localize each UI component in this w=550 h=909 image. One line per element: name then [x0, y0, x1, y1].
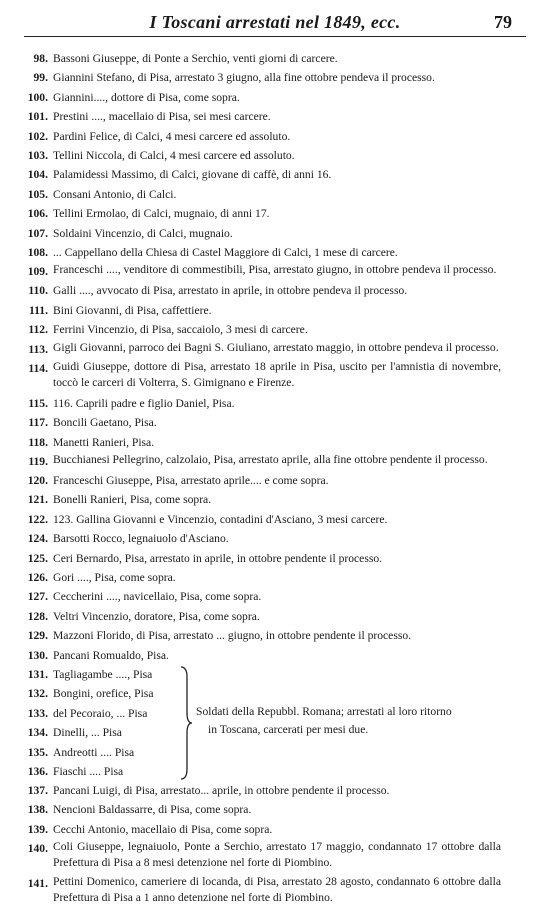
list-item — [0, 684, 190, 703]
entry-list — [0, 49, 550, 909]
entry-text: Giannini Stefano, di Pisa, arrestato 3 giugno, alla fine ottobre pendeva il processo. — [53, 71, 435, 85]
entry-text: Tagliagambe ...., Pisa — [53, 667, 153, 681]
entry-text: Bini Giovanni, di Pisa, caffettiere. — [53, 303, 212, 317]
entry-text: Gori ...., Pisa, come sopra. — [53, 570, 176, 584]
entry-text: 123. Gallina Giovanni e Vincenzio, contadini d'Asciano, 3 mesi carcere. — [53, 512, 388, 526]
entry-text: Boncili Gaetano, Pisa. — [53, 416, 157, 430]
list-item — [0, 262, 550, 281]
entry-number: 118. — [28, 435, 48, 449]
entry-number: 127. — [27, 590, 48, 604]
entry-number: 104. — [27, 168, 48, 182]
entry-text: Bucchianesi Pellegrino, calzolaio, Pisa, arrestato aprile, alla fine ottobre pendente il processo. — [53, 452, 488, 466]
entry-number: 130. — [27, 648, 48, 662]
entry-number: 114. — [28, 361, 48, 375]
entry-number: 102. — [27, 129, 48, 143]
entry-text: 116. Caprili padre e figlio Daniel, Pisa. — [53, 396, 235, 410]
list-item — [0, 185, 550, 204]
list-item — [0, 320, 550, 339]
list-item — [0, 839, 550, 874]
entry-number: 139. — [27, 822, 48, 836]
entry-text: Ferrini Vincenzio, di Pisa, saccaiolo, 3 mesi di carcere. — [53, 323, 308, 337]
list-item — [0, 510, 550, 529]
list-item — [0, 281, 550, 300]
entry-number: 120. — [27, 473, 48, 487]
list-item — [0, 204, 550, 223]
running-title: I Toscani arrestati nel 1849, ecc. — [149, 12, 401, 32]
list-item — [0, 224, 550, 243]
soldiers-note-line-2: in Toscana, carcerati per mesi due. — [208, 722, 369, 736]
soldiers-group-items — [0, 665, 190, 781]
list-item — [0, 607, 550, 626]
entry-number: 109. — [27, 265, 48, 279]
list-item — [0, 471, 550, 490]
entry-number: 128. — [27, 609, 48, 623]
list-item — [0, 549, 550, 568]
entry-number: 125. — [27, 551, 48, 565]
entry-text: Giannini...., dottore di Pisa, come sopra. — [53, 90, 240, 104]
entry-number: 115. — [28, 396, 48, 410]
entry-number: 112. — [28, 323, 48, 337]
entry-text: Palamidessi Massimo, di Calci, giovane di caffè, di anni 16. — [53, 168, 332, 182]
list-item — [0, 165, 550, 184]
list-item — [0, 665, 190, 684]
entry-number: 99. — [33, 71, 48, 85]
entry-text: Bongini, orefice, Pisa — [53, 687, 154, 701]
page-number: 79 — [494, 12, 512, 32]
list-item — [0, 626, 550, 645]
entry-number: 111. — [28, 303, 48, 317]
list-item — [0, 587, 550, 606]
entry-number: 134. — [27, 726, 48, 740]
list-item — [0, 107, 550, 126]
entry-number: 141. — [27, 877, 48, 891]
entry-text: Consani Antonio, di Calci. — [53, 187, 177, 201]
entry-number: 126. — [27, 570, 48, 584]
list-item — [0, 490, 550, 509]
entry-text: Franceschi Giuseppe, Pisa, arrestato aprile.... e come sopra. — [53, 473, 329, 487]
entry-text: Ceri Bernardo, Pisa, arrestato in aprile, in ottobre pendente il processo. — [53, 551, 383, 565]
list-item — [0, 413, 550, 432]
entry-text: Ceccherini ...., navicellaio, Pisa, come sopra. — [53, 590, 262, 604]
entry-number: 133. — [27, 706, 48, 720]
entry-text: Pardini Felice, di Calci, 4 mesi carcere ed assoluto. — [53, 129, 291, 143]
list-item — [0, 723, 190, 742]
entry-text: Cecchi Antonio, macellaio di Pisa, come sopra. — [53, 822, 273, 836]
entry-text: del Pecoraio, ... Pisa — [53, 706, 148, 720]
list-item — [0, 301, 550, 320]
header-rule — [24, 36, 526, 37]
entry-list-part-2 — [0, 781, 550, 909]
entry-number: 132. — [27, 687, 48, 701]
entry-text: Tellini Niccola, di Calci, 4 mesi carcere ed assoluto. — [53, 149, 295, 163]
entry-number: 105. — [27, 187, 48, 201]
list-item — [0, 243, 550, 262]
list-item — [0, 49, 550, 68]
entry-number: 98. — [33, 52, 48, 65]
soldiers-group-note — [196, 703, 516, 739]
list-item — [0, 127, 550, 146]
list-item — [0, 762, 190, 781]
entry-number: 107. — [27, 226, 48, 240]
entry-text: Andreotti .... Pisa — [53, 745, 135, 759]
curly-brace-icon — [178, 665, 194, 781]
entry-text: Soldaini Vincenzio, di Calci, mugnaio. — [53, 226, 233, 240]
entry-text: Fiaschi .... Pisa — [53, 765, 124, 778]
entry-text: Bassoni Giuseppe, di Ponte a Serchio, venti giorni di carcere. — [53, 52, 338, 65]
list-item — [0, 820, 550, 839]
list-item — [0, 452, 550, 471]
entry-list-part-1 — [0, 49, 550, 665]
list-item — [0, 704, 190, 723]
entry-number: 103. — [27, 149, 48, 163]
entry-number: 129. — [27, 629, 48, 643]
entry-number: 137. — [27, 783, 48, 797]
entry-number: 100. — [27, 90, 48, 104]
entry-text: Gigli Giovanni, parroco dei Bagni S. Giuliano, arrestato maggio, in ottobre pendeva il processo. — [53, 340, 499, 354]
entry-number: 140. — [27, 842, 48, 856]
soldiers-group — [0, 665, 550, 781]
entry-text: Guidi Giuseppe, dottore di Pisa, arrestato 18 aprile in Pisa, uscito per l'amnistia di novembre, toccò le carceri di Volterra, S. Gimignano e Firenze. — [53, 359, 501, 389]
entry-text: Pancani Luigi, di Pisa, arrestato... aprile, in ottobre pendente il processo. — [53, 783, 390, 797]
entry-number: 108. — [27, 246, 48, 260]
entry-text: Franceschi ...., venditore di commestibili, Pisa, arrestato giugno, in ottobre pendeva il processo. — [53, 263, 497, 277]
entry-text: Veltri Vincenzio, doratore, Pisa, come sopra. — [53, 609, 260, 623]
list-item — [0, 800, 550, 819]
list-item — [0, 781, 550, 800]
entry-text: Galli ...., avvocato di Pisa, arrestato in aprile, in ottobre pendeva il processo. — [53, 284, 408, 298]
entry-number: 119. — [28, 454, 48, 468]
list-item — [0, 743, 190, 762]
entry-number: 110. — [28, 284, 48, 298]
entry-number: 136. — [27, 765, 48, 778]
entry-text: Barsotti Rocco, legnaiuolo d'Asciano. — [53, 532, 229, 546]
entry-text: Mazzoni Florido, di Pisa, arrestato ... giugno, in ottobre pendente il processo. — [53, 629, 412, 643]
list-item — [0, 359, 550, 394]
list-item — [0, 646, 550, 665]
entry-number: 113. — [28, 342, 48, 356]
list-item — [0, 433, 550, 452]
list-item — [0, 394, 550, 413]
soldiers-note-line-1: Soldati della Repubbl. Romana; arrestati al loro ritorno — [196, 704, 452, 718]
entry-text: Pettini Domenico, cameriere di locanda, di Pisa, arrestato 28 agosto, condannato 6 ottobre dalla Prefettura di Pisa a 1 anno detenzione nel forte di Piombino. — [53, 875, 501, 905]
entry-number: 131. — [27, 667, 48, 681]
entry-number: 122. — [27, 512, 48, 526]
entry-text: Nencioni Baldassarre, di Pisa, come sopra. — [53, 803, 252, 817]
list-item — [0, 68, 550, 87]
entry-number: 106. — [27, 207, 48, 221]
entry-number: 124. — [27, 532, 48, 546]
list-item — [0, 340, 550, 359]
list-item — [0, 88, 550, 107]
list-item — [0, 529, 550, 548]
entry-number: 121. — [27, 493, 48, 507]
entry-number: 138. — [27, 803, 48, 817]
entry-text: Coli Giuseppe, legnaiuolo, Ponte a Serchio, arrestato 17 maggio, condannato 17 ottobre dalla Prefettura di Pisa a 8 mesi detenzione nel forte di Piombino. — [53, 840, 501, 870]
running-header — [20, 8, 530, 38]
entry-number: 135. — [27, 745, 48, 759]
entry-text: Prestini ...., macellaio di Pisa, sei mesi carcere. — [53, 110, 271, 124]
list-item — [0, 874, 550, 909]
list-item — [0, 568, 550, 587]
entry-text: Tellini Ermolao, di Calci, mugnaio, di anni 17. — [53, 207, 270, 221]
entry-text: Dinelli, ... Pisa — [53, 726, 122, 740]
entry-text: ... Cappellano della Chiesa di Castel Maggiore di Calci, 1 mese di carcere. — [53, 246, 398, 260]
entry-text: Bonelli Ranieri, Pisa, come sopra. — [53, 493, 212, 507]
list-item — [0, 146, 550, 165]
entry-number: 117. — [28, 416, 48, 430]
entry-number: 101. — [27, 110, 48, 124]
entry-text: Pancani Romualdo, Pisa. — [53, 648, 169, 662]
entry-text: Manetti Ranieri, Pisa. — [53, 435, 155, 449]
